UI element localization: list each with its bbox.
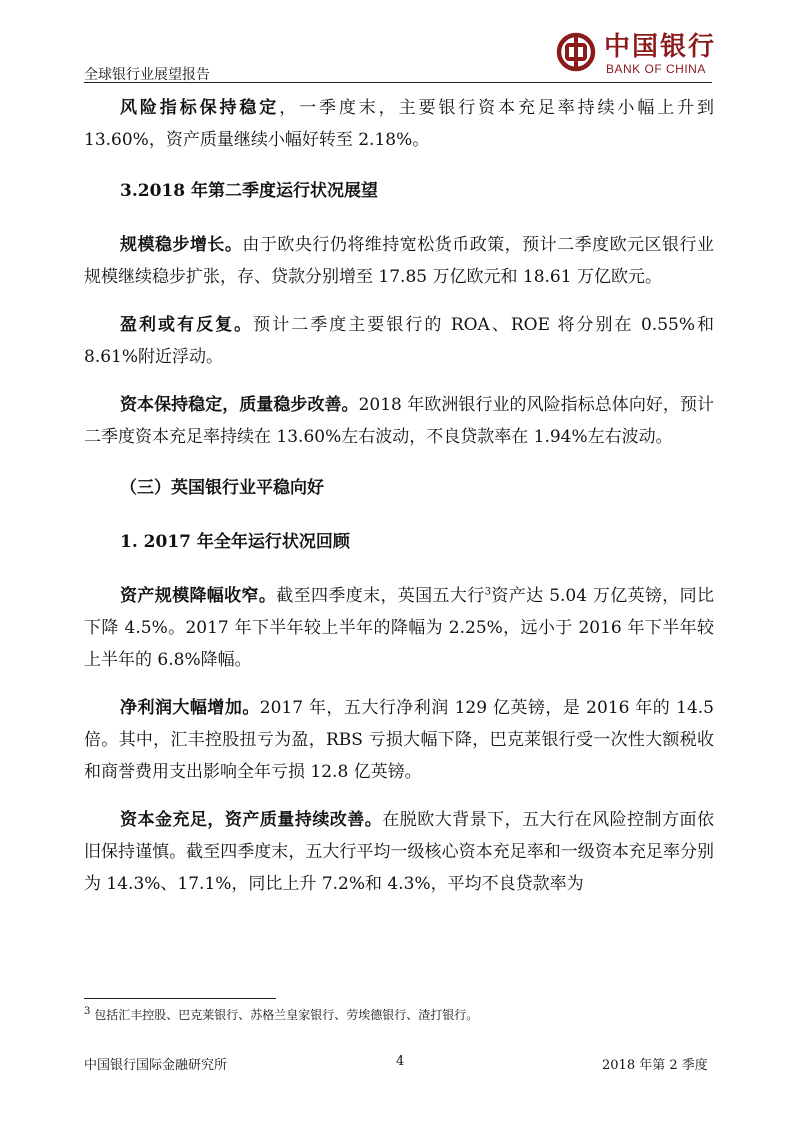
footer-period: 2018 年第 2 季度 (602, 1058, 708, 1073)
paragraph-lead: 风险指标保持稳定 (120, 98, 280, 118)
footnote-mark: 3 (84, 1006, 91, 1017)
paragraph-text: ，一季度末，主要银行资本充足率持续小幅上升到 13.60%，资产质量继续小幅好转至 2.18%。 (84, 98, 715, 150)
paragraph-profitability (84, 309, 714, 373)
footer-institute: 中国银行国际金融研究所 (84, 1058, 228, 1073)
paragraph-lead: 资本保持稳定，质量稳步改善。 (120, 395, 359, 415)
paragraph-risk-indicators (84, 92, 714, 156)
paragraph-capital-adequacy (84, 804, 714, 900)
paragraph-net-profit (84, 692, 714, 788)
footnote-text: 包括汇丰控股、巴克莱银行、苏格兰皇家银行、劳埃德银行、渣打银行。 (90, 1008, 479, 1022)
paragraph-text: 预计二季度主要银行的 ROA、ROE 将分别在 0.55%和 8.61%附近浮动。 (84, 315, 714, 367)
paragraph-lead: 资本金充足，资产质量持续改善。 (120, 810, 383, 830)
paragraph-text: 2017 年，五大行净利润 129 亿英镑，是 2016 年的 14.5 倍。其中，汇丰控股扭亏为盈，RBS 亏损大幅下降，巴克莱银行受一次性大额税收和商誉费用支出影响全年亏损 12.8 亿英镑。 (84, 698, 715, 782)
section-heading-2017-review: 1. 2017 年全年运行状况回顾 (120, 532, 350, 552)
paragraph-text: 截至四季度末，英国五大行 (276, 586, 485, 606)
footnote (84, 1006, 478, 1023)
bank-of-china-logo-icon (556, 32, 596, 72)
footnote-separator (84, 998, 276, 999)
paragraph-text: 由于欧央行仍将维持宽松货币政策，预计二季度欧元区银行业规模继续稳步扩张，存、贷款分别增至 17.85 万亿欧元和 18.61 万亿欧元。 (84, 235, 715, 287)
header-rule (84, 82, 712, 83)
report-title: 全球银行业展望报告 (84, 67, 210, 83)
logo-chinese-name: 中国银行 (604, 32, 717, 62)
footnote-reference[interactable]: 3 (484, 586, 491, 598)
paragraph-text: 在脱欧大背景下，五大行在风险控制方面依旧保持谨慎。截至四季度末，五大行平均一级核心资本充足率和一级资本充足率分别为 14.3%、17.1%，同比上升 7.2%和 4.3%，平均不良贷款率为 (84, 810, 715, 894)
page-number: 4 (396, 1054, 405, 1069)
bank-logo (556, 32, 716, 78)
page-body (84, 92, 714, 916)
paragraph-text: 2018 年欧洲银行业的风险指标总体向好，预计二季度资本充足率持续在 13.60%左右波动，不良贷款率在 1.94%左右波动。 (84, 395, 715, 447)
section-heading-outlook: 3.2018 年第二季度运行状况展望 (120, 181, 378, 201)
paragraph-lead: 盈利或有反复。 (120, 315, 254, 335)
paragraph-asset-scale (84, 580, 714, 676)
paragraph-lead: 净利润大幅增加。 (120, 698, 260, 718)
paragraph-lead: 资产规模降幅收窄。 (120, 586, 277, 606)
logo-english-name: BANK OF CHINA (606, 62, 706, 76)
paragraph-lead: 规模稳步增长。 (120, 235, 243, 255)
paragraph-text: 资产达 5.04 万亿英镑，同比下降 4.5%。2017 年下半年较上半年的降幅为 2.25%，远小于 2016 年下半年较上半年的 6.8%降幅。 (84, 586, 715, 670)
paragraph-scale-growth (84, 229, 714, 293)
paragraph-capital-stability (84, 389, 714, 453)
section-heading-uk-banking: （三）英国银行业平稳向好 (120, 478, 324, 498)
